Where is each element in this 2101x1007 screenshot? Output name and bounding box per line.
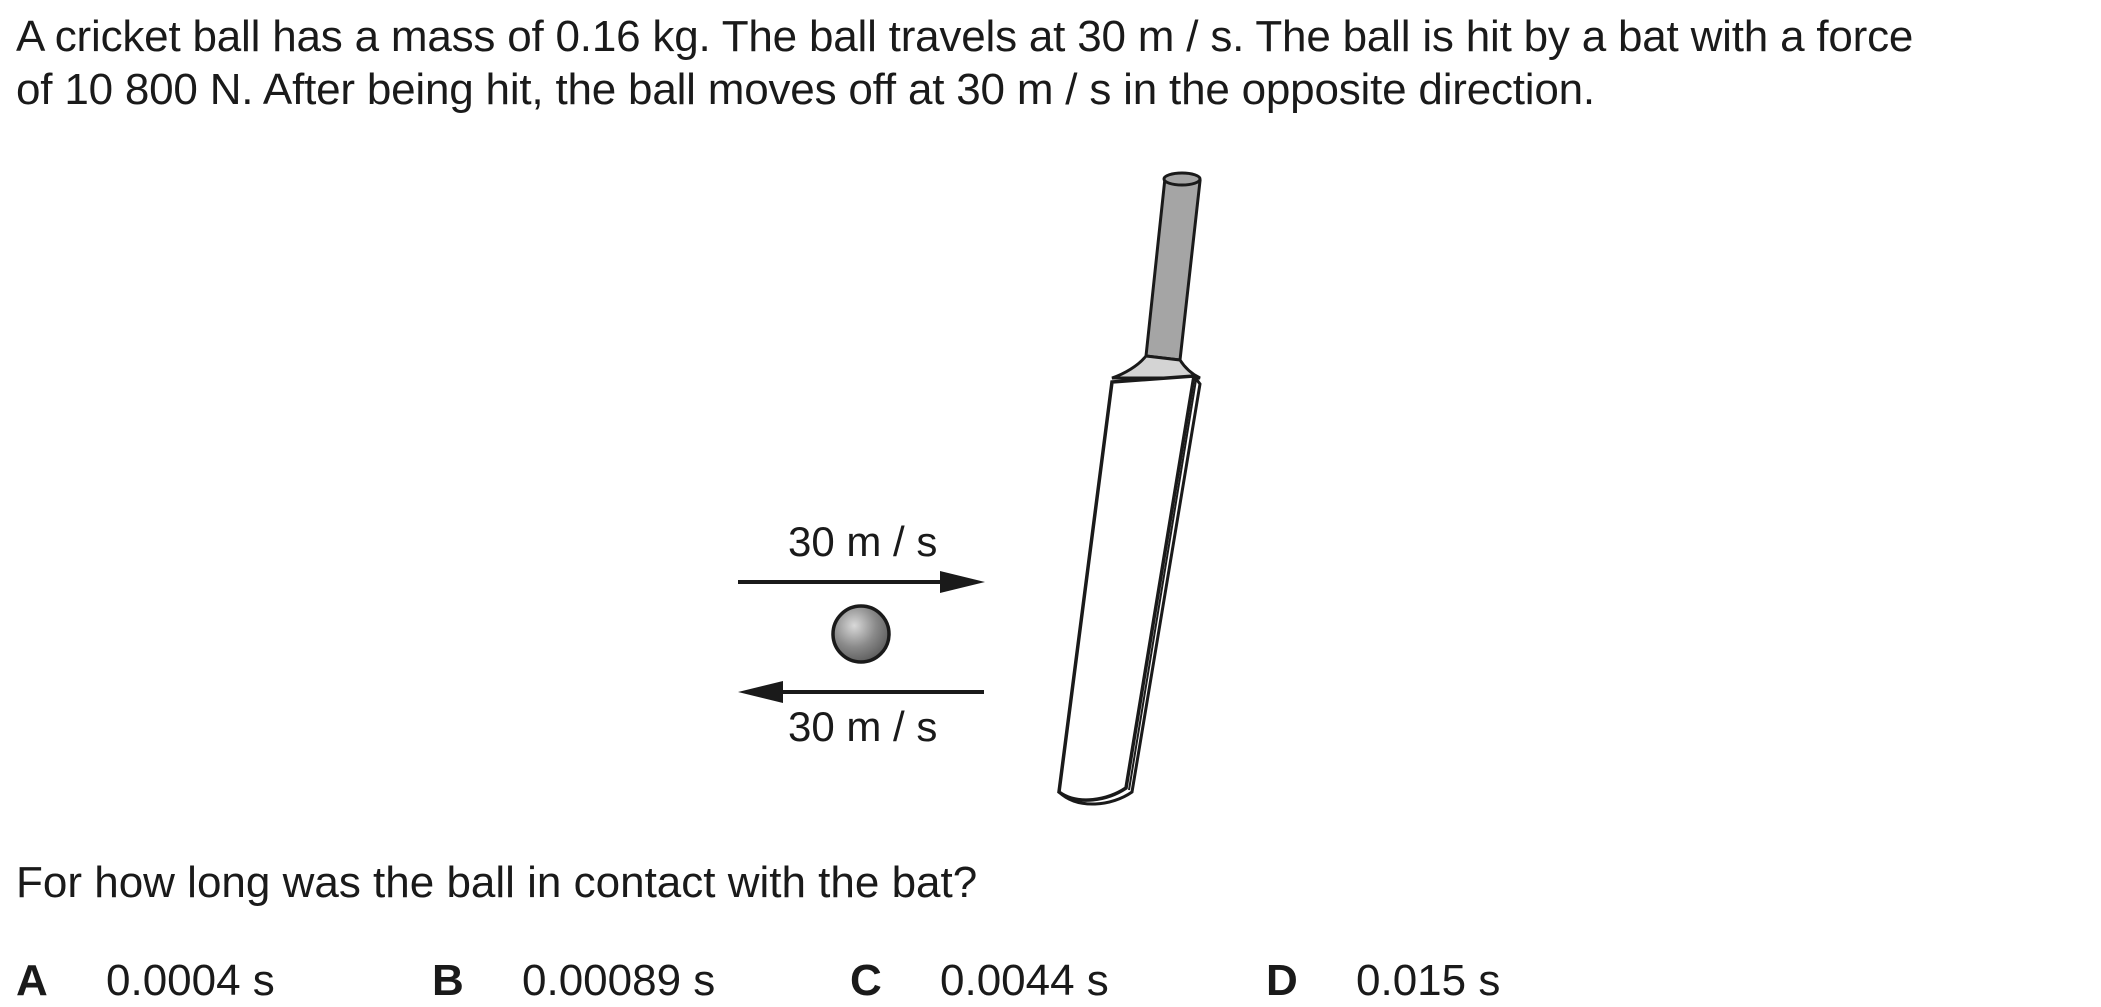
answer-options xyxy=(16,955,2076,1007)
question-line-1: A cricket ball has a mass of 0.16 kg. The ball travels at 30 m / s. The ball is hit by a bat with a force xyxy=(16,12,1914,61)
outgoing-speed-label: 30 m / s xyxy=(788,703,938,750)
option-b[interactable] xyxy=(432,955,715,1007)
option-value: 0.0004 s xyxy=(106,956,275,1005)
cricket-bat xyxy=(1059,173,1200,804)
question-stem xyxy=(16,10,2076,116)
option-value: 0.0044 s xyxy=(940,956,1109,1005)
option-d[interactable] xyxy=(1266,955,1500,1007)
bat-handle xyxy=(1146,178,1200,360)
bat-blade xyxy=(1059,376,1194,800)
option-letter: B xyxy=(432,956,464,1005)
incoming-arrow xyxy=(738,571,985,593)
option-letter: A xyxy=(16,956,48,1005)
option-c[interactable] xyxy=(850,955,1109,1007)
question-prompt: For how long was the ball in contact with the bat? xyxy=(16,858,978,907)
option-letter: D xyxy=(1266,956,1298,1005)
option-letter: C xyxy=(850,956,882,1005)
incoming-speed-label: 30 m / s xyxy=(788,518,938,565)
bat-shoulder xyxy=(1112,356,1200,378)
question-line-2: of 10 800 N. After being hit, the ball moves off at 30 m / s in the opposite direction. xyxy=(16,65,1595,114)
outgoing-arrow xyxy=(738,681,984,703)
option-value: 0.015 s xyxy=(1356,956,1501,1005)
cricket-ball xyxy=(833,606,889,662)
option-value: 0.00089 s xyxy=(522,956,716,1005)
option-a[interactable] xyxy=(16,955,275,1007)
